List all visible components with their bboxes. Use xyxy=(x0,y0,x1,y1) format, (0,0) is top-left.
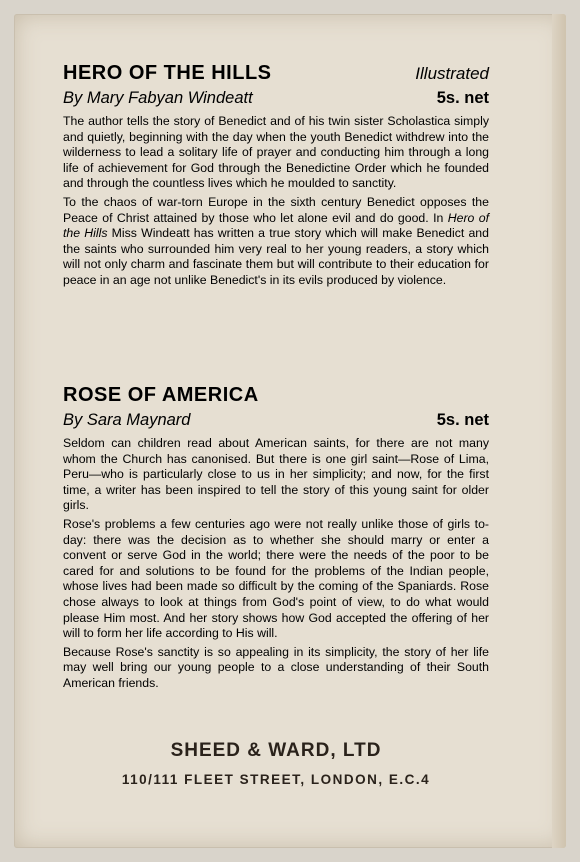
book2-description-3: Because Rose's sanctity is so appealing in its simplicity, the story of her life may well bring our young people to a close understanding of their South American friends. xyxy=(63,644,489,690)
book1-author: By Mary Fabyan Windeatt xyxy=(63,89,253,107)
publisher-name: SHEED & WARD, LTD xyxy=(170,740,382,761)
book1-illustrated-label: Illustrated xyxy=(415,64,489,83)
book1-description-2-start: To the chaos of war-torn Europe in the sixth century Benedict opposes the Peace of Christ attained by those who let alone evil and do good. In xyxy=(63,194,489,225)
book-entry-hero-of-the-hills xyxy=(63,62,489,289)
book2-heading-row xyxy=(63,384,489,407)
book1-price: 5s. net xyxy=(436,89,489,107)
book2-author: By Sara Maynard xyxy=(63,411,191,429)
book1-author-row xyxy=(63,89,489,108)
book1-heading-row xyxy=(63,62,489,85)
book1-description-2-end: Miss Windeatt has written a true story which will make Benedict and the saints who surrounded him very real to her young readers, a story which will not only charm and fascinate them but will contribute to their education for peace in an age not unlike Benedict's in its evils produced by violence. xyxy=(63,226,489,287)
book1-description-2-title-ref: Hero of the Hills xyxy=(63,210,490,241)
book-entry-rose-of-america xyxy=(63,384,489,692)
book2-description-1: Seldom can children read about American saints, for there are not many whom the Church has canonised. But there is one girl saint—Rose of Lima, Peru—who is particularly close to us in her simplicity; and now, for the first time, a writer has been inspired to tell the story of this young saint for older girls. xyxy=(63,436,489,513)
book2-title: ROSE OF AMERICA xyxy=(63,384,259,406)
book2-price: 5s. net xyxy=(436,411,489,429)
publisher-address: 110/111 FLEET STREET, LONDON, E.C.4 xyxy=(121,772,431,787)
book2-author-row xyxy=(63,411,489,430)
book2-description-2: Rose's problems a few centuries ago were not really unlike those of girls to-day: there was the decision as to whether she should marry or enter a convent or serve God in the world; there were the needs of the poor to be cared for and solutions to be found for the problems of the Indian people, whose lives had been made so difficult by the coming of the Spaniards. Rose chose always to look at things from God's point of view, to do what would please Him most. And her story shows how God accepted the offering of her will to form her life according to His will. xyxy=(63,516,489,641)
book1-title: HERO OF THE HILLS xyxy=(63,62,272,84)
book1-description-1: The author tells the story of Benedict and of his twin sister Scholastica simply and quietly, beginning with the day when the youth Benedict withdrew into the wilderness to lead a solitary life of prayer and conducting him through a long life of achievement for God through the Benedictine Order which he founded and through the countless lives which he moulded to sanctity. xyxy=(63,114,489,191)
jacket-edge xyxy=(552,14,566,848)
book1-description-2 xyxy=(63,195,489,289)
